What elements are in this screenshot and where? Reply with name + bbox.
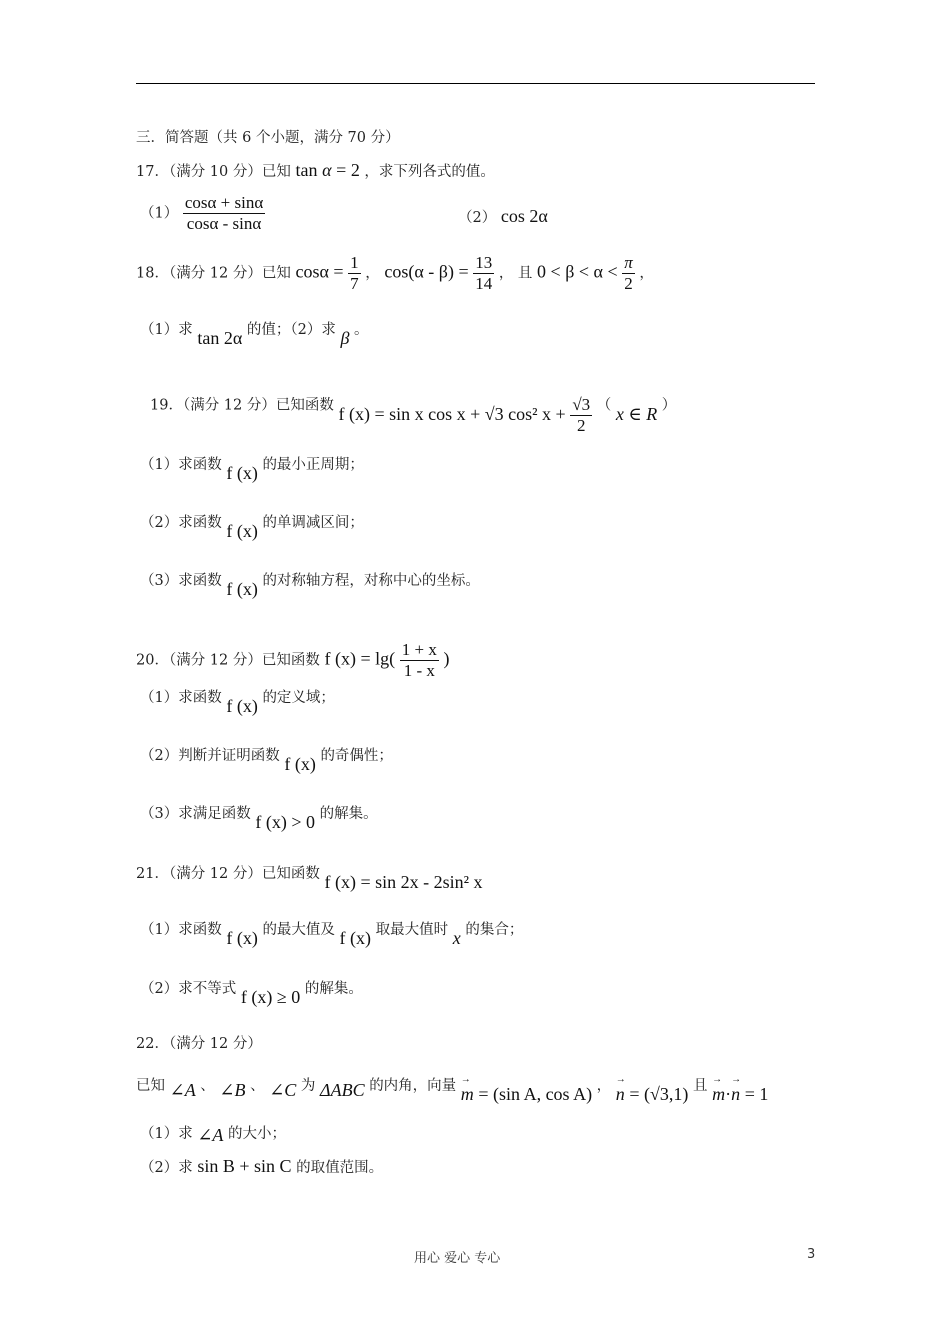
section-header: 三．简答题（共 6 个小题，满分 70 分） <box>136 130 400 146</box>
q17-part2: （2） cos 2α <box>458 206 548 226</box>
q22-part2: （2）求 sin B + sin C 的取值范围。 <box>140 1156 384 1176</box>
q17-statement: 17．（满分 10 分）已知 tan α = 2 ，求下列各式的值。 <box>136 160 495 180</box>
q20-statement: 20．（满分 12 分）已知函数 f (x) = lg( $\frac{1 + x}{1 - x}$ ) <box>136 640 450 680</box>
q19-part2: （2）求函数 f (x) 的单调减区间； <box>140 515 364 541</box>
q20-part2: （2）判断并证明函数 f (x) 的奇偶性； <box>140 748 393 774</box>
q22-header: 22．（满分 12 分） <box>136 1036 262 1052</box>
q22-statement: 已知 ∠A 、 ∠B 、 ∠C 为 ΔABC 的内角，向量 → m = (sin A, cos A) ， → n = (√3,1) 且 → m·→ n = 1 <box>136 1074 768 1096</box>
footer-motto: 用心 爱心 专心 <box>414 1251 501 1266</box>
q18-statement: 18．（满分 12 分）已知 cosα = $\frac{1}{7}$ ， cos(α - β) = $\frac{13}{14}$ ， 且 0 < β < α < $\frac{\pi}{2}$ ， <box>136 253 654 293</box>
q19-part1: （1）求函数 f (x) 的最小正周期； <box>140 457 364 483</box>
q17-part1: （1） $\frac{\cos\alpha + \sin\alpha}{\cos\alpha - \sin\alpha}$ <box>140 193 264 233</box>
q21-statement: 21．（满分 12 分）已知函数 f (x) = sin 2x - 2sin² x <box>136 866 483 892</box>
q20-part3: （3）求满足函数 f (x) > 0 的解集。 <box>140 806 378 832</box>
q18-parts: （1）求 tan 2α 的值；（2）求 β 。 <box>140 322 369 348</box>
q20-part1: （1）求函数 f (x) 的定义域； <box>140 690 335 716</box>
q22-part1: （1）求 ∠A 的大小； <box>140 1125 287 1145</box>
q17-fraction: $\frac{\cos\alpha + \sin\alpha}{\cos\alpha - \sin\alpha}$ <box>184 193 264 233</box>
q21-part1: （1）求函数 f (x) 的最大值及 f (x) 取最大值时 x 的集合； <box>140 922 524 948</box>
q19-statement: 19．（满分 12 分）已知函数 f (x) = sin x cos x + √3 cos² x + $\frac{√3}{2}$ （ x ∈ R ） <box>150 395 677 435</box>
header-rule <box>136 83 815 84</box>
q19-part3: （3）求函数 f (x) 的对称轴方程，对称中心的坐标。 <box>140 573 480 599</box>
page-number: 3 <box>807 1247 816 1262</box>
q21-part2: （2）求不等式 f (x) ≥ 0 的解集。 <box>140 981 363 1007</box>
